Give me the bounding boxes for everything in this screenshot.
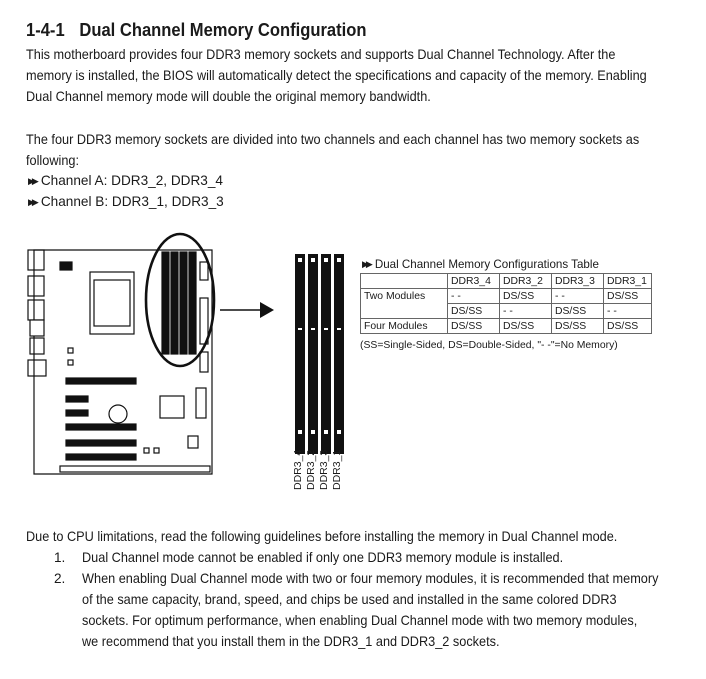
table-header-cell: DDR3_3 (552, 274, 604, 289)
table-cell: DS/SS (552, 319, 604, 334)
table-cell: - - (552, 289, 604, 304)
section-heading (26, 20, 366, 41)
double-arrow-icon: ▶▶ (362, 259, 370, 269)
text-line: This motherboard provides four DDR3 memory sockets and supports Dual Channel Technology. After the (26, 47, 616, 62)
table-header-cell: DDR3_1 (604, 274, 652, 289)
channel-b-item (28, 194, 224, 209)
pcie-slot (66, 396, 88, 402)
table-cell: - - (448, 289, 500, 304)
io-port (28, 300, 44, 320)
dimm-slot (180, 252, 187, 354)
table-cell: - - (500, 304, 552, 319)
pcie-slot (66, 454, 136, 460)
list-number: 2. (54, 571, 66, 586)
cpu-socket-inner (94, 280, 130, 326)
list-text (82, 547, 702, 568)
table-cell: DS/SS (604, 319, 652, 334)
dimm-slot (189, 252, 196, 354)
dimm-slots-diagram (292, 252, 352, 458)
text-line: Dual Channel mode cannot be enabled if only one DDR3 memory module is installed. (82, 550, 564, 565)
table-row (361, 289, 652, 304)
text-line: memory is installed, the BIOS will automatically detect the specifications and capacity of the memory. Enabling (26, 68, 647, 83)
guidelines-intro: Due to CPU limitations, read the following guidelines before installing the memory in Dual Channel mode. (26, 529, 618, 544)
arrow-head (260, 302, 274, 318)
io-port (28, 360, 46, 376)
slot-label: DDR3_3 (318, 449, 330, 490)
connector (200, 262, 208, 280)
dimm-slot-ddr3-4 (295, 254, 305, 454)
list-number: 1. (54, 550, 66, 565)
table-cell: DS/SS (500, 289, 552, 304)
slot-label: DDR3_2 (305, 449, 317, 490)
dimm-slot (162, 252, 169, 354)
header-block (60, 262, 72, 270)
slot-label: DDR3_4 (292, 449, 304, 490)
table-cell: DS/SS (448, 304, 500, 319)
slot-label: DDR3_1 (331, 449, 343, 490)
io-port (30, 320, 44, 336)
component (154, 448, 159, 453)
text-line: of the same capacity, brand, speed, and chips be used and installed in the same colored DDR3 (82, 592, 617, 607)
component (144, 448, 149, 453)
pcie-slot (66, 424, 136, 430)
list-item (0, 547, 706, 568)
cpu-socket (90, 272, 134, 334)
pcie-slot (66, 440, 136, 446)
intro-paragraph (26, 44, 697, 107)
table-row (361, 319, 652, 334)
section-title: Dual Channel Memory Configuration (79, 20, 367, 40)
text-line: sockets. For optimum performance, when enabling Dual Channel mode with two memory modules, (82, 613, 638, 628)
connector (200, 352, 208, 372)
list-item (0, 568, 706, 652)
sata-ports (196, 388, 206, 418)
table-cell: DS/SS (604, 289, 652, 304)
connector (200, 298, 208, 344)
component (68, 348, 73, 353)
chipset (160, 396, 184, 418)
table-caption-text: Dual Channel Memory Configurations Table (374, 258, 599, 271)
pcie-slot (66, 378, 136, 384)
channel-b-label: Channel B: DDR3_1, DDR3_3 (40, 194, 224, 209)
table-cell: DS/SS (448, 319, 500, 334)
bottom-headers (60, 466, 210, 472)
double-arrow-icon: ▶▶ (28, 197, 36, 207)
list-text (82, 568, 702, 652)
text-line: The four DDR3 memory sockets are divided into two channels and each channel has two memory sockets as (26, 132, 640, 147)
channel-a-label: Channel A: DDR3_2, DDR3_4 (40, 173, 223, 188)
dimm-slot-ddr3-2 (308, 254, 318, 454)
dimm-slot-ddr3-3 (321, 254, 331, 454)
text-line: following: (26, 153, 79, 168)
dimm-slot (171, 252, 178, 354)
component (188, 436, 198, 448)
table-cell: DS/SS (552, 304, 604, 319)
table-header-cell (361, 274, 448, 289)
io-port (28, 276, 44, 296)
io-port (30, 338, 44, 354)
text-line: When enabling Dual Channel mode with two or four memory modules, it is recommended that memory (82, 571, 659, 586)
double-arrow-icon: ▶▶ (28, 176, 36, 186)
table-cell: - - (604, 304, 652, 319)
channels-paragraph (26, 129, 697, 171)
table-cell: Four Modules (361, 319, 448, 334)
channel-a-item (28, 173, 223, 188)
pcie-slot (66, 410, 88, 416)
table-caption (362, 258, 599, 271)
table-header-row (361, 274, 652, 289)
table-note: (SS=Single-Sided, DS=Double-Sided, "- -"=No Memory) (360, 340, 618, 351)
table-header-cell: DDR3_4 (448, 274, 500, 289)
text-line: Dual Channel memory mode will double the original memory bandwidth. (26, 89, 431, 104)
component (68, 360, 73, 365)
battery (109, 405, 127, 423)
table-cell: DS/SS (500, 319, 552, 334)
table-header-cell: DDR3_2 (500, 274, 552, 289)
dimm-slot-ddr3-1 (334, 254, 344, 454)
text-line: we recommend that you install them in the DDR3_1 and DDR3_2 sockets. (82, 634, 500, 649)
io-port (28, 250, 44, 270)
section-number: 1-4-1 (26, 20, 65, 40)
table-cell: Two Modules (361, 289, 448, 319)
memory-config-table (360, 273, 652, 334)
